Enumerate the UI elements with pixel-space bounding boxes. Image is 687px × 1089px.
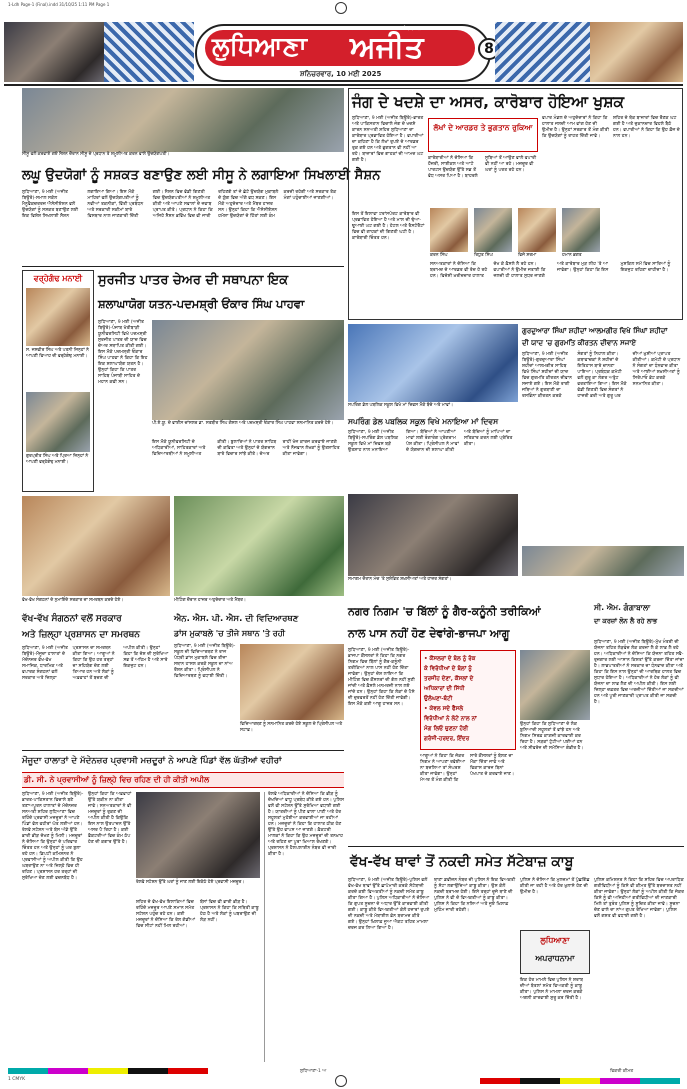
stage-caption: ਸਮਾਗਮ ਦੌਰਾਨ ਮੰਚ 'ਤੇ ਸੁਸ਼ੋਭਿਤ ਸ਼ਖ਼ਸੀਅਤਾਂ ਅਤੇ ਹਾਜ਼ਰ ਸੰਗਤਾਂ। bbox=[348, 577, 452, 582]
municipal-quote-list bbox=[424, 654, 514, 748]
divider bbox=[22, 750, 344, 751]
quote-line: ਵਿਰੋਧੀਆਂ ਨੇ ਲੋਟੇ ਨਾਲ ਨਾਂ bbox=[424, 716, 477, 722]
municipal-headline-2: ਨਾਲ ਪਾਸ ਨਹੀਂ ਹੋਣ ਦੇਵਾਂਗੇ-ਭਾਜਪਾ ਆਗੂ bbox=[348, 627, 510, 640]
migrants-body-left: ਲੁਧਿਆਣਾ, 9 ਮਈ (ਅਜੀਤ ਬਿਊਰੋ)-ਭਾਰਤ-ਪਾਕਿਸਤਾਨ ਵਿਚਾਲੇ ਬਣੇ ਤਣਾਅਪੂਰਨ ਹਾਲਾਤਾਂ ਦੇ ਮੱਦੇਨਜ਼ਰ ਸਨਅਤੀ ਸ਼ਹਿਰ ਲੁਧਿਆਣਾ ਵਿਚ ਰਹਿੰਦੇ ਪ੍ਰਵਾਸੀ ਮਜ਼ਦੂਰਾਂ ਨੇ ਆਪਣੇ ਪਿੰਡਾਂ ਵੱਲ ਵਹੀਰਾਂ ਘੱਤ ਲਈਆਂ ਹਨ। ਰੇਲਵੇ ਸਟੇਸ਼ਨ ਅਤੇ ਬੱਸ ਅੱਡੇ ਉੱਤੇ ਭਾਰੀ ਭੀੜ ਦੇਖਣ ਨੂੰ ਮਿਲੀ। ਮਜ਼ਦੂਰਾਂ ਨੇ ਦੱਸਿਆ ਕਿ ਉਨ੍ਹਾਂ ਦੇ ਪਰਿਵਾਰ ਚਿੰਤਤ ਹਨ ਅਤੇ ਉਨ੍ਹਾਂ ਨੂੰ ਘਰ ਬੁਲਾ ਰਹੇ ਹਨ। ਡਿਪਟੀ ਕਮਿਸ਼ਨਰ ਨੇ ਪ੍ਰਵਾਸੀਆਂ ਨੂੰ ਅਪੀਲ ਕੀਤੀ ਕਿ ਉਹ ਘਬਰਾਉਣ ਨਾ ਅਤੇ ਜ਼ਿਲ੍ਹੇ ਵਿਚ ਹੀ ਰਹਿਣ। ਪ੍ਰਸ਼ਾਸਨ ਹਰ ਤਰ੍ਹਾਂ ਦੀ ਸੁਰੱਖਿਆ ਦੇਣ ਲਈ ਵਚਨਬੱਧ ਹੈ। bbox=[22, 792, 84, 881]
municipal-body-right: ਉਨ੍ਹਾਂ ਕਿਹਾ ਕਿ ਲੁਧਿਆਣਾ ਦੇ ਲੋਕ ਬੁਨਿਆਦੀ ਸਹੂਲਤਾਂ ਤੋਂ ਵਾਂਝੇ ਹਨ ਅਤੇ ਨਿਗਮ ਸਿਰਫ਼ ਕਾਗ਼ਜ਼ੀ ਕਾਰਵਾਈ ਕਰ ਰਿਹਾ ਹੈ। ਸੜਕਾਂ ਟੁੱਟੀਆਂ ਪਈਆਂ ਹਨ ਅਤੇ ਸੀਵਰੇਜ ਦੀ ਸਮੱਸਿਆ ਗੰਭੀਰ ਹੈ। bbox=[520, 722, 584, 751]
gambling-body-2: ਥਾਣਾ ਡਵੀਜ਼ਨ ਨੰਬਰ ਦੀ ਪੁਲਿਸ ਨੇ ਇਕ ਵਿਅਕਤੀ ਨੂੰ ਸੱਟਾ ਲਗਾਉਂਦਿਆਂ ਕਾਬੂ ਕੀਤਾ। ਉਸ ਕੋਲੋਂ ਨਕਦੀ ਬਰਾਮਦ ਹੋਈ। ਇਸੇ ਤਰ੍ਹਾਂ ਦੂਜੇ ਥਾਣੇ ਦੀ ਪੁਲਿਸ ਨੇ ਵੀ ਦੋ ਵਿਅਕਤੀਆਂ ਨੂੰ ਕਾਬੂ ਕੀਤਾ। ਪੁਲਿਸ ਨੇ ਕਿਹਾ ਕਿ ਨਸ਼ਿਆਂ ਅਤੇ ਜੂਏ ਖ਼ਿਲਾਫ਼ ਮੁਹਿੰਮ ਜਾਰੀ ਰਹੇਗੀ। bbox=[434, 878, 516, 913]
war-photo-caption-4: ਹਮਾਨ ਭਗਤ bbox=[562, 253, 582, 258]
anniversary-photo-2 bbox=[26, 392, 90, 452]
masthead-rule bbox=[4, 84, 683, 86]
war-business-body-bottom-left: ਇਸ ਤੋਂ ਇਲਾਵਾ ਟਰਾਂਸਪੋਰਟ ਕਾਰੋਬਾਰ ਵੀ ਪ੍ਰਭਾਵਿਤ ਹੋਇਆ ਹੈ ਅਤੇ ਮਾਲ ਦੀ ਢੋਆ-ਢੁਆਈ ਘਟ ਗਈ ਹੈ। ਹੋਟਲ ਅਤੇ ਰੈਸਟੋਰੈਂਟਾਂ ਵਿਚ ਵੀ ਗਾਹਕਾਂ ਦੀ ਗਿਣਤੀ ਘਟੀ ਹੈ। ਕਾਰੋਬਾਰੀ ਚਿੰਤਤ ਹਨ। bbox=[352, 212, 425, 241]
migrants-body-right: ਰੇਲਵੇ ਅਧਿਕਾਰੀਆਂ ਨੇ ਦੱਸਿਆ ਕਿ ਭੀੜ ਨੂੰ ਦੇਖਦਿਆਂ ਵਾਧੂ ਪ੍ਰਬੰਧ ਕੀਤੇ ਗਏ ਹਨ। ਪੁਲਿਸ ਵਲੋਂ ਵੀ ਸਟੇਸ਼ਨ ਉੱਤੇ ਸੁਰੱਖਿਆ ਵਧਾਈ ਗਈ ਹੈ। ਯਾਤਰੀਆਂ ਨੂੰ ਪੀਣ ਵਾਲਾ ਪਾਣੀ ਅਤੇ ਹੋਰ ਸਹੂਲਤਾਂ ਮੁਹੱਈਆ ਕਰਵਾਈਆਂ ਜਾ ਰਹੀਆਂ ਹਨ। ਮਜ਼ਦੂਰਾਂ ਨੇ ਕਿਹਾ ਕਿ ਹਾਲਾਤ ਠੀਕ ਹੋਣ ਉੱਤੇ ਉਹ ਵਾਪਸ ਆ ਜਾਣਗੇ। ਫ਼ੈਕਟਰੀ ਮਾਲਕਾਂ ਨੇ ਕਿਹਾ ਕਿ ਉਹ ਮਜ਼ਦੂਰਾਂ ਦੀ ਤਨਖ਼ਾਹ ਅਤੇ ਰਹਿਣ ਦਾ ਪੂਰਾ ਖ਼ਿਆਲ ਰੱਖਣਗੇ। ਪ੍ਰਸ਼ਾਸਨ ਨੇ ਹੈਲਪਲਾਈਨ ਨੰਬਰ ਵੀ ਜਾਰੀ ਕੀਤਾ ਹੈ। bbox=[264, 792, 344, 1062]
color-bar bbox=[8, 1068, 208, 1074]
quote-line: ਤਰਜੀਹ ਦੇਣਾ, ਕੌਂਸਲਾਂ ਦੇ bbox=[424, 676, 474, 682]
patar-headline-1: ਸੁਰਜੀਤ ਪਾਤਰ ਚੇਅਰ ਦੀ ਸਥਾਪਨਾ ਇਕ bbox=[98, 273, 289, 288]
ganga-body: ਲੁਧਿਆਣਾ, 9 ਮਈ (ਅਜੀਤ ਬਿਊਰੋ)-ਮੁੱਖ ਮੰਤਰੀ ਦੀ ਯੋਜਨਾ ਤਹਿਤ ਲੋੜਵੰਦ ਲੋਕ ਕਰਜ਼ਾ ਲੈ ਕੇ ਲਾਭ ਲੈ ਰਹੇ ਹਨ। ਅਧਿਕਾਰੀਆਂ ਨੇ ਦੱਸਿਆ ਕਿ ਯੋਜਨਾ ਤਹਿਤ ਸਵੈ-ਰੁਜ਼ਗਾਰ ਲਈ ਆਸਾਨ ਕਿਸ਼ਤਾਂ ਉੱਤੇ ਕਰਜ਼ਾ ਦਿੱਤਾ ਜਾਂਦਾ ਹੈ। ਲਾਭਪਾਤਰੀਆਂ ਨੇ ਸਰਕਾਰ ਦਾ ਧੰਨਵਾਦ ਕੀਤਾ ਅਤੇ ਕਿਹਾ ਕਿ ਇਸ ਨਾਲ ਉਨ੍ਹਾਂ ਦੀ ਆਰਥਿਕ ਹਾਲਤ ਵਿਚ ਸੁਧਾਰ ਹੋਇਆ ਹੈ। ਅਧਿਕਾਰੀਆਂ ਨੇ ਹੋਰ ਲੋਕਾਂ ਨੂੰ ਵੀ ਯੋਜਨਾ ਦਾ ਲਾਭ ਲੈਣ ਦੀ ਅਪੀਲ ਕੀਤੀ। ਇਸ ਲਈ ਜ਼ਿਲ੍ਹਾ ਦਫ਼ਤਰ ਵਿਚ ਅਰਜ਼ੀਆਂ ਦਿੱਤੀਆਂ ਜਾ ਸਕਦੀਆਂ ਹਨ ਅਤੇ ਪੂਰੀ ਜਾਣਕਾਰੀ ਪ੍ਰਾਪਤ ਕੀਤੀ ਜਾ ਸਕਦੀ ਹੈ। bbox=[594, 640, 684, 705]
war-business-headline: ਜੰਗ ਦੇ ਖਦਸ਼ੇ ਦਾ ਅਸਰ, ਕਾਰੋਬਾਰ ਹੋਇਆ ਖੁਸ਼ਕ bbox=[352, 93, 625, 111]
migrants-body-mid-2: ਸ਼ਹਿਰ ਦੇ ਵੱਖ-ਵੱਖ ਇਲਾਕਿਆਂ ਵਿਚ ਰਹਿੰਦੇ ਮਜ਼ਦੂਰ ਆਪਣੇ ਸਮਾਨ ਸਮੇਤ ਸਟੇਸ਼ਨ ਪਹੁੰਚ ਰਹੇ ਹਨ। ਕਈ ਮਜ਼ਦੂਰਾਂ ਨੇ ਦੱਸਿਆ ਕਿ ਰੇਲ ਗੱਡੀਆਂ ਵਿਚ ਸੀਟਾਂ ਨਹੀਂ ਮਿਲ ਰਹੀਆਂ। ਬੱਸਾਂ ਵਿਚ ਵੀ ਭਾਰੀ ਭੀੜ ਹੈ। ਪ੍ਰਸ਼ਾਸਨ ਨੇ ਕਿਹਾ ਕਿ ਸਥਿਤੀ ਕਾਬੂ ਹੇਠ ਹੈ ਅਤੇ ਲੋਕਾਂ ਨੂੰ ਘਬਰਾਉਣ ਦੀ ਲੋੜ ਨਹੀਂ। bbox=[136, 900, 259, 929]
masthead-right-photo bbox=[590, 22, 683, 82]
masthead-right-pattern bbox=[495, 22, 590, 82]
masthead-city: ਲੁਧਿਆਣਾ bbox=[212, 32, 307, 62]
crime-box-label-2: ਅਪਰਾਧਨਾਮਾ bbox=[535, 954, 575, 963]
organizations-photo bbox=[22, 496, 170, 596]
meeting-caption: ਮੀਟਿੰਗ ਦੌਰਾਨ ਹਾਜ਼ਰ ਅਹੁਦੇਦਾਰ ਅਤੇ ਮੈਂਬਰ। bbox=[174, 598, 246, 603]
color-bar bbox=[480, 1078, 680, 1084]
footer-left: 1 CMYK bbox=[8, 1077, 26, 1082]
war-business-subhead: ਲੱਖਾਂ ਦੇ ਆਰਡਰ ਤੇ ਭੁਗਤਾਨ ਰੁਕਿਆ bbox=[433, 123, 533, 132]
anniversary-photo-1 bbox=[26, 288, 90, 346]
anniversary-label: ਵਰ੍ਹੇਗੰਢ ਮਨਾਈ bbox=[33, 274, 83, 283]
patar-headline-2: ਸ਼ਲਾਘਾਯੋਗ ਯਤਨ-ਪਦਮਸ਼੍ਰੀ ਓਂਕਾਰ ਸਿੰਘ ਪਾਹਵਾ bbox=[98, 297, 305, 311]
war-business-body-mid: ਕਾਰੋਬਾਰੀਆਂ ਨੇ ਦੱਸਿਆ ਕਿ ਹੌਜ਼ਰੀ, ਸਾਈਕਲ ਅਤੇ ਆਟੋ ਪਾਰਟਸ ਉਦਯੋਗ ਉੱਤੇ ਸਭ ਤੋਂ ਵੱਧ ਅਸਰ ਪਿਆ ਹੈ। ਬਾਹਰਲੇ ਸੂਬਿਆਂ ਤੋਂ ਆਉਣ ਵਾਲੇ ਵਪਾਰੀ ਵੀ ਨਹੀਂ ਆ ਰਹੇ। ਮਜ਼ਦੂਰ ਵੀ ਘਰਾਂ ਨੂੰ ਪਰਤ ਰਹੇ ਹਨ। bbox=[428, 156, 537, 179]
quote-line: ਗਰੰਜੀ-ਹਰਦਰ, ਇੰਦਰ bbox=[424, 736, 470, 742]
masthead-paper: ਅਜੀਤ bbox=[350, 30, 424, 65]
ams-body: ਲੁਧਿਆਣਾ, 9 ਮਈ (ਅਜੀਤ ਬਿਊਰੋ)-ਸਕੂਲ ਦੀ ਵਿਦਿਆਰਥਣ ਨੇ ਰਾਜ ਪੱਧਰੀ ਡਾਂਸ ਮੁਕਾਬਲੇ ਵਿਚ ਤੀਜਾ ਸਥਾਨ ਹਾਸਲ ਕਰਕੇ ਸਕੂਲ ਦਾ ਨਾਂਅ ਰੌਸ਼ਨ ਕੀਤਾ। ਪ੍ਰਿੰਸੀਪਲ ਨੇ ਵਿਦਿਆਰਥਣ ਨੂੰ ਵਧਾਈ ਦਿੱਤੀ। bbox=[174, 644, 236, 679]
migrants-photo bbox=[136, 792, 260, 878]
anniversary-caption-2: ਗੁਰਪ੍ਰੀਤ ਸਿੰਘ ਅਤੇ ਪ੍ਰਿਆ ਜਿਨ੍ਹਾਂ ਨੇ ਆਪਣੀ ਵਰ੍ਹੇਗੰਢ ਮਨਾਈ। bbox=[26, 454, 89, 465]
registration-mark bbox=[335, 1075, 347, 1087]
patar-caption: ਪੀ.ਏ.ਯੂ. ਦੇ ਵਾਈਸ ਚਾਂਸਲਰ ਡਾ. ਸਤਬੀਰ ਸਿੰਘ ਗੋਸਲ ਅਤੇ ਪਦਮਸ਼੍ਰੀ ਓਂਕਾਰ ਸਿੰਘ ਪਾਹਵਾ ਸਨਮਾਨਿਤ ਕਰਦੇ ਹੋਏ। bbox=[152, 421, 334, 426]
migrants-subhead: ਡੀ. ਸੀ. ਨੇ ਪ੍ਰਵਾਸੀਆਂ ਨੂੰ ਜ਼ਿਲ੍ਹੇ ਵਿਚ ਰਹਿਣ ਦੀ ਹੀ ਕੀਤੀ ਅਪੀਲ bbox=[24, 775, 210, 784]
patar-body-right: ਇਸ ਮੌਕੇ ਯੂਨੀਵਰਸਿਟੀ ਦੇ ਅਧਿਕਾਰੀਆਂ, ਸਾਹਿਤਕਾਰਾਂ ਅਤੇ ਵਿਦਿਆਰਥੀਆਂ ਨੇ ਸ਼ਮੂਲੀਅਤ ਕੀਤੀ। ਬੁਲਾਰਿਆਂ ਨੇ ਪਾਤਰ ਸਾਹਿਬ ਦੀ ਕਵਿਤਾ ਅਤੇ ਉਨ੍ਹਾਂ ਦੇ ਯੋਗਦਾਨ ਬਾਰੇ ਵਿਚਾਰ ਸਾਂਝੇ ਕੀਤੇ। ਚੇਅਰ ਰਾਹੀਂ ਖੋਜ ਕਾਰਜ ਕਰਵਾਏ ਜਾਣਗੇ ਅਤੇ ਨੌਜਵਾਨ ਲੇਖਕਾਂ ਨੂੰ ਉਤਸ਼ਾਹਿਤ ਕੀਤਾ ਜਾਵੇਗਾ। bbox=[152, 440, 340, 457]
school-caption: ਸਪਰਿੰਗ ਡੇਲ ਪਬਲਿਕ ਸਕੂਲ ਵਿਖੇ ਮਾਂ ਦਿਵਸ ਮੌਕੇ ਬੱਚੇ ਅਤੇ ਮਾਵਾਂ। bbox=[348, 403, 453, 408]
divider bbox=[348, 846, 684, 847]
quote-line: ਅਧਿਕਾਰਾਂ ਦੀ ਸਿੱਧੀ bbox=[424, 686, 465, 692]
sisu-photo bbox=[22, 88, 344, 152]
gambling-body-5: ਪੁਲਿਸ ਕਮਿਸ਼ਨਰ ਨੇ ਕਿਹਾ ਕਿ ਸ਼ਹਿਰ ਵਿਚ ਅਪਰਾਧਿਕ ਗਤੀਵਿਧੀਆਂ ਨੂੰ ਕਿਸੇ ਵੀ ਕੀਮਤ ਉੱਤੇ ਬਰਦਾਸ਼ਤ ਨਹੀਂ ਕੀਤਾ ਜਾਵੇਗਾ। ਉਨ੍ਹਾਂ ਲੋਕਾਂ ਨੂੰ ਅਪੀਲ ਕੀਤੀ ਕਿ ਜੇਕਰ ਕਿਸੇ ਨੂੰ ਵੀ ਅਜਿਹੀਆਂ ਗਤੀਵਿਧੀਆਂ ਦੀ ਜਾਣਕਾਰੀ ਮਿਲੇ ਤਾਂ ਤੁਰੰਤ ਪੁਲਿਸ ਨੂੰ ਸੂਚਿਤ ਕੀਤਾ ਜਾਵੇ। ਸੂਚਨਾ ਦੇਣ ਵਾਲੇ ਦਾ ਨਾਂਅ ਗੁਪਤ ਰੱਖਿਆ ਜਾਵੇਗਾ। ਪੁਲਿਸ ਵਲੋਂ ਗਸ਼ਤ ਵੀ ਵਧਾਈ ਗਈ ਹੈ। bbox=[594, 878, 684, 919]
footer-right: ਵਿਕਰੀ ਕੀਮਤ bbox=[610, 1069, 634, 1074]
stage-photo bbox=[348, 494, 518, 576]
gambling-body-1: ਲੁਧਿਆਣਾ, 9 ਮਈ (ਅਜੀਤ ਬਿਊਰੋ)-ਪੁਲਿਸ ਵਲੋਂ ਵੱਖ-ਵੱਖ ਥਾਵਾਂ ਉੱਤੇ ਛਾਪੇਮਾਰੀ ਕਰਕੇ ਸੱਟੇਬਾਜ਼ੀ ਕਰਦੇ ਕਈ ਵਿਅਕਤੀਆਂ ਨੂੰ ਨਕਦੀ ਸਮੇਤ ਕਾਬੂ ਕੀਤਾ ਗਿਆ ਹੈ। ਪੁਲਿਸ ਅਧਿਕਾਰੀਆਂ ਨੇ ਦੱਸਿਆ ਕਿ ਗੁਪਤ ਸੂਚਨਾ ਦੇ ਅਧਾਰ ਉੱਤੇ ਕਾਰਵਾਈ ਕੀਤੀ ਗਈ। ਕਾਬੂ ਕੀਤੇ ਵਿਅਕਤੀਆਂ ਕੋਲੋਂ ਹਜ਼ਾਰਾਂ ਰੁਪਏ ਦੀ ਨਕਦੀ ਅਤੇ ਮੋਬਾਈਲ ਫ਼ੋਨ ਬਰਾਮਦ ਕੀਤੇ ਗਏ। ਉਨ੍ਹਾਂ ਖ਼ਿਲਾਫ਼ ਜੂਆ ਐਕਟ ਤਹਿਤ ਮਾਮਲਾ ਦਰਜ ਕਰ ਲਿਆ ਗਿਆ ਹੈ। bbox=[348, 878, 430, 931]
war-photo-caption-1: ਕਰਨ ਸਿੰਘ bbox=[430, 253, 448, 258]
organizations-headline-1: ਵੱਖ-ਵੱਖ ਸੰਗਠਨਾਂ ਵਲੋਂ ਸਰਕਾਰ bbox=[22, 614, 122, 624]
war-photo-3 bbox=[518, 208, 556, 252]
sisu-caption: ਸੀਸੂ ਵਲੋਂ ਕਰਵਾਏ ਗਏ ਸੈਸ਼ਨ ਦੌਰਾਨ ਸੀਸੂ ਦੇ ਪ੍ਰਧਾਨ ਤੇ ਸ਼ਮੂਲੀਅਤ ਕਰਨ ਵਾਲੇ ਉਦਯੋਗਪਤੀ। bbox=[22, 152, 170, 157]
footer-center: ਲੁਧਿਆਣਾ-1 ਅ bbox=[300, 1069, 327, 1074]
crime-box-label-1: ਲੁਧਿਆਣਾ bbox=[540, 936, 570, 945]
masthead-left-photo bbox=[4, 22, 104, 82]
quote-line: ਉਲੰਘਣਾ-ਬੰਟੀ bbox=[424, 696, 453, 702]
war-photo-2 bbox=[474, 208, 512, 252]
war-business-body-left: ਲੁਧਿਆਣਾ, 9 ਮਈ (ਅਜੀਤ ਬਿਊਰੋ)-ਭਾਰਤ ਅਤੇ ਪਾਕਿਸਤਾਨ ਵਿਚਾਲੇ ਜੰਗ ਦੇ ਖਦਸ਼ੇ ਕਾਰਨ ਸਨਅਤੀ ਸ਼ਹਿਰ ਲੁਧਿਆਣਾ ਦਾ ਕਾਰੋਬਾਰ ਪ੍ਰਭਾਵਿਤ ਹੋਇਆ ਹੈ। ਵਪਾਰੀਆਂ ਦਾ ਕਹਿਣਾ ਹੈ ਕਿ ਲੱਖਾਂ ਰੁਪਏ ਦੇ ਆਰਡਰ ਰੁਕ ਗਏ ਹਨ ਅਤੇ ਭੁਗਤਾਨ ਵੀ ਨਹੀਂ ਆ ਰਹੇ। ਬਾਜ਼ਾਰਾਂ ਵਿਚ ਗਾਹਕਾਂ ਦੀ ਆਮਦ ਘਟ ਗਈ ਹੈ। bbox=[352, 116, 424, 163]
quote-line: • ਕੌਂਸਲਰਾਂ ਦੇ ਬੋਲ ਨੂੰ ਰੋਕ bbox=[424, 656, 476, 662]
war-business-body-right: ਵਪਾਰ ਮੰਡਲ ਦੇ ਅਹੁਦੇਦਾਰਾਂ ਨੇ ਕਿਹਾ ਕਿ ਹਾਲਾਤ ਜਲਦੀ ਆਮ ਵਾਂਗ ਹੋਣ ਦੀ ਉਮੀਦ ਹੈ। ਉਨ੍ਹਾਂ ਸਰਕਾਰ ਤੋਂ ਮੰਗ ਕੀਤੀ ਕਿ ਉਦਯੋਗਾਂ ਨੂੰ ਰਾਹਤ ਦਿੱਤੀ ਜਾਵੇ। ਸ਼ਹਿਰ ਦੇ ਥੋਕ ਬਾਜ਼ਾਰਾਂ ਵਿਚ ਰੌਣਕ ਘਟ ਗਈ ਹੈ ਅਤੇ ਦੁਕਾਨਦਾਰ ਵਿਹਲੇ ਬੈਠੇ ਹਨ। ਵਪਾਰੀਆਂ ਨੇ ਕਿਹਾ ਕਿ ਉਹ ਫ਼ੌਜ ਦੇ ਨਾਲ ਹਨ। bbox=[542, 116, 680, 139]
school-headline: ਸਪਰਿੰਗ ਡੇਲ ਪਬਲਿਕ ਸਕੂਲ ਵਿਖੇ ਮਨਾਇਆ ਮਾਂ ਦਿਵਸ bbox=[348, 417, 499, 426]
page-number-badge: 8 bbox=[478, 38, 500, 60]
migrants-caption: ਰੇਲਵੇ ਸਟੇਸ਼ਨ ਉੱਤੇ ਘਰਾਂ ਨੂੰ ਜਾਣ ਲਈ ਇਕੱਠੇ ਹੋਏ ਪ੍ਰਵਾਸੀ ਮਜ਼ਦੂਰ। bbox=[136, 880, 245, 885]
patar-body-left: ਲੁਧਿਆਣਾ, 9 ਮਈ (ਅਜੀਤ ਬਿਊਰੋ)-ਪੰਜਾਬ ਖੇਤੀਬਾੜੀ ਯੂਨੀਵਰਸਿਟੀ ਵਿਖੇ ਪਦਮਸ਼੍ਰੀ ਸੁਰਜੀਤ ਪਾਤਰ ਦੀ ਯਾਦ ਵਿਚ ਚੇਅਰ ਸਥਾਪਿਤ ਕੀਤੀ ਗਈ। ਇਸ ਮੌਕੇ ਪਦਮਸ਼੍ਰੀ ਓਂਕਾਰ ਸਿੰਘ ਪਾਹਵਾ ਨੇ ਕਿਹਾ ਕਿ ਇਹ ਇਕ ਸ਼ਲਾਘਾਯੋਗ ਯਤਨ ਹੈ। ਉਨ੍ਹਾਂ ਕਿਹਾ ਕਿ ਪਾਤਰ ਸਾਹਿਬ ਪੰਜਾਬੀ ਸਾਹਿਤ ਦੇ ਮਹਾਨ ਕਵੀ ਸਨ। bbox=[98, 320, 148, 385]
organizations-caption: ਵੱਖ-ਵੱਖ ਸੰਗਠਨਾਂ ਦੇ ਨੁਮਾਇੰਦੇ ਸਰਕਾਰ ਦਾ ਸਮਰਥਨ ਕਰਦੇ ਹੋਏ। bbox=[22, 598, 124, 603]
masthead-date: ਸ਼ਨਿਚਰਵਾਰ, 10 ਮਈ 2025 bbox=[300, 70, 382, 78]
anniversary-caption-1: ਸ. ਜਸਵੀਰ ਸਿੰਘ ਅਤੇ ਪਤਨੀ ਜਿਨ੍ਹਾਂ ਨੇ ਆਪਣੀ ਵਿਆਹ ਦੀ ਵਰ੍ਹੇਗੰਢ ਮਨਾਈ। bbox=[26, 348, 89, 359]
ganga-headline-2: ਦਾ ਕਰਜ਼ਾਂ ਲੋਨ ਲੈ ਰਹੇ ਲਾਭ bbox=[594, 617, 658, 625]
organizations-body: ਲੁਧਿਆਣਾ, 9 ਮਈ (ਅਜੀਤ ਬਿਊਰੋ)-ਮੌਜੂਦਾ ਹਾਲਾਤਾਂ ਦੇ ਮੱਦੇਨਜ਼ਰ ਵੱਖ-ਵੱਖ ਸਮਾਜਿਕ, ਧਾਰਮਿਕ ਅਤੇ ਵਪਾਰਕ ਸੰਗਠਨਾਂ ਵਲੋਂ ਸਰਕਾਰ ਅਤੇ ਜ਼ਿਲ੍ਹਾ ਪ੍ਰਸ਼ਾਸਨ ਦਾ ਸਮਰਥਨ ਕੀਤਾ ਗਿਆ। ਆਗੂਆਂ ਨੇ ਕਿਹਾ ਕਿ ਉਹ ਹਰ ਤਰ੍ਹਾਂ ਦਾ ਸਹਿਯੋਗ ਦੇਣ ਲਈ ਤਿਆਰ ਹਨ ਅਤੇ ਲੋਕਾਂ ਨੂੰ ਅਫ਼ਵਾਹਾਂ ਤੋਂ ਬਚਣ ਦੀ ਅਪੀਲ ਕੀਤੀ। ਉਨ੍ਹਾਂ ਕਿਹਾ ਕਿ ਦੇਸ਼ ਦੀ ਸੁਰੱਖਿਆ ਸਭ ਤੋਂ ਅਹਿਮ ਹੈ ਅਤੇ ਸਾਰੇ ਇਕਜੁਟ ਹਨ। bbox=[22, 646, 169, 681]
school-photo bbox=[348, 324, 518, 402]
quote-line: • ਕੇਵਲ ਸਦੇ ਫੈਸਲੇ bbox=[424, 706, 464, 712]
quote-line: ਕੇ ਵਿਰੋਧੀਆਂ ਦੇ ਬੋਲਾਂ ਨੂੰ bbox=[424, 666, 472, 672]
gurdwara-headline-1: ਗੁਰਦੁਆਰਾ ਸਿੰਘਾਂ ਸ਼ਹੀਦਾਂ ਆਲਮਗੀਰ ਵਿਖੇ ਸਿੰਘਾਂ ਸ਼ਹੀਦਾਂ bbox=[522, 327, 668, 335]
municipal-photo bbox=[520, 650, 590, 720]
registration-mark bbox=[335, 2, 347, 14]
war-photo-caption-3: ਵਿਜੇ ਸ਼ਰਮਾ bbox=[518, 253, 537, 258]
ams-photo bbox=[240, 644, 344, 720]
ganga-headline-1: ਸੀ. ਐਮ. ਗੰਗਾਬਾਲਾ bbox=[594, 603, 651, 612]
gambling-body-3: ਪੁਲਿਸ ਨੇ ਦੱਸਿਆ ਕਿ ਮੁਲਜ਼ਮਾਂ ਤੋਂ ਪੁੱਛਗਿੱਛ ਕੀਤੀ ਜਾ ਰਹੀ ਹੈ ਅਤੇ ਹੋਰ ਖ਼ੁਲਾਸੇ ਹੋਣ ਦੀ ਉਮੀਦ ਹੈ। bbox=[520, 878, 590, 895]
sisu-headline: ਲਘੂ ਉਦਯੋਗਾਂ ਨੂੰ ਸਸ਼ਕਤ ਬਣਾਉਣ ਲਈ ਸੀਸੂ ਨੇ ਲਗਾਇਆ ਸਿਖਲਾਈ ਸੈਸ਼ਨ bbox=[22, 168, 381, 183]
migrants-headline: ਮੌਜੂਦਾ ਹਾਲਾਤਾਂ ਦੇ ਮੱਦੇਨਜ਼ਰ ਪ੍ਰਵਾਸੀ ਮਜ਼ਦੂਰਾਂ ਨੇ ਆਪਣੇ ਪਿੰਡਾਂ ਵੱਲ ਘੱਤੀਆਂ ਵਹੀਰਾਂ bbox=[22, 756, 282, 766]
divider bbox=[22, 266, 344, 267]
municipal-headline-1: ਨਗਰ ਨਿਗਮ 'ਚ ਬਿੱਲਾਂ ਨੂੰ ਗੈਰ-ਕਨੂੰਨੀ ਤਰੀਕਿਆਂ bbox=[348, 605, 541, 618]
gurdwara-headline-2: ਦੀ ਯਾਦ 'ਚ ਗੁਰਮਤਿ ਕੀਰਤਨ ਦੀਵਾਨ ਸਜਾਏ bbox=[522, 339, 637, 347]
meeting-photo bbox=[174, 496, 344, 596]
school-body: ਲੁਧਿਆਣਾ, 9 ਮਈ (ਅਜੀਤ ਬਿਊਰੋ)-ਸਪਰਿੰਗ ਡੇਲ ਪਬਲਿਕ ਸਕੂਲ ਵਿਖੇ ਮਾਂ ਦਿਵਸ ਬੜੇ ਉਤਸ਼ਾਹ ਨਾਲ ਮਨਾਇਆ ਗਿਆ। ਬੱਚਿਆਂ ਨੇ ਆਪਣੀਆਂ ਮਾਵਾਂ ਲਈ ਰੰਗਾਰੰਗ ਪ੍ਰੋਗਰਾਮ ਪੇਸ਼ ਕੀਤਾ। ਪ੍ਰਿੰਸੀਪਲ ਨੇ ਮਾਵਾਂ ਦੇ ਯੋਗਦਾਨ ਦੀ ਸ਼ਲਾਘਾ ਕੀਤੀ ਅਤੇ ਬੱਚਿਆਂ ਨੂੰ ਮਾਪਿਆਂ ਦਾ ਸਤਿਕਾਰ ਕਰਨ ਲਈ ਪ੍ਰੇਰਿਤ ਕੀਤਾ। bbox=[348, 430, 513, 453]
patar-photo bbox=[152, 320, 344, 420]
war-photo-1 bbox=[430, 208, 468, 252]
war-photo-caption-2: ਰਿਧੁਤ ਸਿੰਘ bbox=[474, 253, 493, 258]
ams-headline-1: ਐਨ. ਐਸ. ਪੀ. ਐਸ. ਦੀ ਵਿਦਿਆਰਥਣ bbox=[174, 614, 299, 624]
top-slug: 1-Ldh Page-1 (Final).indd 31/10/25 1:11 PM Page 1 bbox=[8, 2, 110, 7]
gambling-body-4: ਇਕ ਹੋਰ ਮਾਮਲੇ ਵਿਚ ਪੁਲਿਸ ਨੇ ਸ਼ਰਾਬ ਦੀਆਂ ਬੋਤਲਾਂ ਸਮੇਤ ਵਿਅਕਤੀ ਨੂੰ ਕਾਬੂ ਕੀਤਾ। ਪੁਲਿਸ ਨੇ ਮਾਮਲਾ ਦਰਜ ਕਰਕੇ ਅਗਲੀ ਕਾਰਵਾਈ ਸ਼ੁਰੂ ਕਰ ਦਿੱਤੀ ਹੈ। bbox=[520, 978, 584, 1001]
gurdwara-body: ਲੁਧਿਆਣਾ, 9 ਮਈ (ਅਜੀਤ ਬਿਊਰੋ)-ਗੁਰਦੁਆਰਾ ਸਿੰਘਾਂ ਸ਼ਹੀਦਾਂ ਆਲਮਗੀਰ ਸਾਹਿਬ ਵਿਖੇ ਸਿੰਘਾਂ ਸ਼ਹੀਦਾਂ ਦੀ ਯਾਦ ਵਿਚ ਗੁਰਮਤਿ ਕੀਰਤਨ ਦੀਵਾਨ ਸਜਾਏ ਗਏ। ਇਸ ਮੌਕੇ ਰਾਗੀ ਜਥਿਆਂ ਨੇ ਗੁਰਬਾਣੀ ਦਾ ਰਸਭਿੰਨਾ ਕੀਰਤਨ ਕਰਕੇ ਸੰਗਤਾਂ ਨੂੰ ਨਿਹਾਲ ਕੀਤਾ। ਕਥਾਵਾਚਕਾਂ ਨੇ ਸ਼ਹੀਦਾਂ ਦੇ ਇਤਿਹਾਸ ਬਾਰੇ ਚਾਨਣਾ ਪਾਇਆ। ਪ੍ਰਬੰਧਕ ਕਮੇਟੀ ਵਲੋਂ ਗੁਰੂ ਕਾ ਲੰਗਰ ਅਤੁੱਟ ਵਰਤਾਇਆ ਗਿਆ। ਇਸ ਮੌਕੇ ਵੱਡੀ ਗਿਣਤੀ ਵਿਚ ਸੰਗਤਾਂ ਨੇ ਹਾਜ਼ਰੀ ਭਰੀ ਅਤੇ ਗੁਰੂ ਘਰ ਦੀਆਂ ਖ਼ੁਸ਼ੀਆਂ ਪ੍ਰਾਪਤ ਕੀਤੀਆਂ। ਕਮੇਟੀ ਦੇ ਪ੍ਰਧਾਨ ਨੇ ਸੰਗਤਾਂ ਦਾ ਧੰਨਵਾਦ ਕੀਤਾ ਅਤੇ ਆਈਆਂ ਸ਼ਖ਼ਸੀਅਤਾਂ ਨੂੰ ਸਿਰੋਪਾਓ ਭੇਟ ਕਰਕੇ ਸਨਮਾਨਿਤ ਕੀਤਾ। bbox=[522, 352, 681, 399]
gambling-headline: ਵੱਖ-ਵੱਖ ਥਾਵਾਂ ਤੋਂ ਨਕਦੀ ਸਮੇਤ ਸੱਟੇਬਾਜ਼ ਕਾਬੂ bbox=[350, 854, 574, 870]
organizations-headline-2: ਅਤੇ ਜ਼ਿਲ੍ਹਾ ਪ੍ਰਸ਼ਾਸਨ ਦਾ ਸਮਰਥਨ bbox=[22, 630, 140, 640]
ams-headline-2: ਡਾਂਸ ਮੁਕਾਬਲੇ 'ਚ ਤੀਜੇ ਸਥਾਨ 'ਤੇ ਰਹੀ bbox=[174, 629, 286, 638]
masthead-left-pattern bbox=[104, 22, 194, 82]
war-business-body-bottom: ਸਨਅਤਕਾਰਾਂ ਨੇ ਦੱਸਿਆ ਕਿ ਬਰਾਮਦ ਦੇ ਆਰਡਰ ਵੀ ਰੱਦ ਹੋ ਰਹੇ ਹਨ। ਵਿਦੇਸ਼ੀ ਖ਼ਰੀਦਦਾਰ ਹਾਲਾਤ ਦੇਖ ਕੇ ਫ਼ੈਸਲੇ ਲੈ ਰਹੇ ਹਨ। ਵਪਾਰੀਆਂ ਨੇ ਉਮੀਦ ਜਤਾਈ ਕਿ ਜਲਦੀ ਹੀ ਹਾਲਾਤ ਸੁਧਰ ਜਾਣਗੇ ਅਤੇ ਕਾਰੋਬਾਰ ਮੁੜ ਲੀਹ 'ਤੇ ਆ ਜਾਵੇਗਾ। ਉਨ੍ਹਾਂ ਕਿਹਾ ਕਿ ਇਸ ਮੁਸ਼ਕਿਲ ਸਮੇਂ ਵਿਚ ਸਾਰਿਆਂ ਨੂੰ ਇਕਜੁਟ ਰਹਿਣਾ ਚਾਹੀਦਾ ਹੈ। bbox=[430, 262, 671, 279]
stage-photo-2 bbox=[522, 546, 684, 576]
ams-caption: ਵਿਦਿਆਰਥਣ ਨੂੰ ਸਨਮਾਨਿਤ ਕਰਦੇ ਹੋਏ ਸਕੂਲ ਦੇ ਪ੍ਰਿੰਸੀਪਲ ਅਤੇ ਸਟਾਫ਼। bbox=[240, 722, 343, 733]
masthead-small: ਜਲੰਧਰ, ਸ਼ਨਿਚਰਵਾਰ bbox=[400, 27, 435, 32]
quote-line: ਮੰਗ ਲਿਓ ਚੁਣਨਾ ਹੋਈ bbox=[424, 726, 469, 732]
war-photo-4 bbox=[562, 208, 600, 252]
municipal-body-mid: ਆਗੂਆਂ ਨੇ ਕਿਹਾ ਕਿ ਜੇਕਰ ਨਿਗਮ ਨੇ ਆਪਣਾ ਰਵੱਈਆ ਨਾ ਬਦਲਿਆ ਤਾਂ ਸੰਘਰਸ਼ ਕੀਤਾ ਜਾਵੇਗਾ। ਉਨ੍ਹਾਂ ਮੇਅਰ ਤੋਂ ਮੰਗ ਕੀਤੀ ਕਿ ਸਾਰੇ ਕੌਂਸਲਰਾਂ ਨੂੰ ਬੋਲਣ ਦਾ ਮੌਕਾ ਦਿੱਤਾ ਜਾਵੇ ਅਤੇ ਵਿਕਾਸ ਕਾਰਜ ਬਿਨਾਂ ਪੱਖਪਾਤ ਦੇ ਕਰਵਾਏ ਜਾਣ। bbox=[420, 754, 515, 783]
municipal-body-left: ਲੁਧਿਆਣਾ, 9 ਮਈ (ਅਜੀਤ ਬਿਊਰੋ)-ਭਾਜਪਾ ਕੌਂਸਲਰਾਂ ਨੇ ਕਿਹਾ ਕਿ ਨਗਰ ਨਿਗਮ ਵਿਚ ਬਿੱਲਾਂ ਨੂੰ ਗੈਰ-ਕਨੂੰਨੀ ਤਰੀਕਿਆਂ ਨਾਲ ਪਾਸ ਨਹੀਂ ਹੋਣ ਦਿੱਤਾ ਜਾਵੇਗਾ। ਉਨ੍ਹਾਂ ਦੋਸ਼ ਲਾਇਆ ਕਿ ਮੀਟਿੰਗ ਵਿਚ ਕੌਂਸਲਰਾਂ ਦੀ ਗੱਲ ਨਹੀਂ ਸੁਣੀ ਜਾਂਦੀ ਅਤੇ ਫ਼ੈਸਲੇ ਮਨਮਰਜ਼ੀ ਨਾਲ ਲਏ ਜਾਂਦੇ ਹਨ। ਉਨ੍ਹਾਂ ਕਿਹਾ ਕਿ ਲੋਕਾਂ ਦੇ ਪੈਸੇ ਦੀ ਦੁਰਵਰਤੋਂ ਨਹੀਂ ਹੋਣ ਦਿੱਤੀ ਜਾਵੇਗੀ। ਇਸ ਮੌਕੇ ਕਈ ਆਗੂ ਹਾਜ਼ਰ ਸਨ। bbox=[348, 648, 415, 707]
sisu-body: ਲੁਧਿਆਣਾ, 9 ਮਈ (ਅਜੀਤ ਬਿਊਰੋ)-ਸਮਾਲ ਸਕੇਲ ਮੈਨੂਫੈਕਚਰਰਜ਼ ਐਸੋਸੀਏਸ਼ਨ ਵਲੋਂ ਉਦਯੋਗਾਂ ਨੂੰ ਸਸ਼ਕਤ ਬਣਾਉਣ ਲਈ ਇਕ ਵਿਸ਼ੇਸ਼ ਸਿਖਲਾਈ ਸੈਸ਼ਨ ਲਗਾਇਆ ਗਿਆ। ਇਸ ਮੌਕੇ ਮਾਹਿਰਾਂ ਵਲੋਂ ਉਦਯੋਗਪਤੀਆਂ ਨੂੰ ਨਵੀਆਂ ਤਕਨੀਕਾਂ, ਵਿੱਤੀ ਪ੍ਰਬੰਧਨ ਅਤੇ ਸਰਕਾਰੀ ਸਕੀਮਾਂ ਬਾਰੇ ਵਿਸਥਾਰ ਨਾਲ ਜਾਣਕਾਰੀ ਦਿੱਤੀ ਗਈ। ਸੈਸ਼ਨ ਵਿਚ ਵੱਡੀ ਗਿਣਤੀ ਵਿਚ ਉਦਯੋਗਪਤੀਆਂ ਨੇ ਸ਼ਮੂਲੀਅਤ ਕੀਤੀ ਅਤੇ ਆਪਣੇ ਸਵਾਲਾਂ ਦੇ ਜਵਾਬ ਪ੍ਰਾਪਤ ਕੀਤੇ। ਪ੍ਰਧਾਨ ਨੇ ਕਿਹਾ ਕਿ ਅਜਿਹੇ ਸੈਸ਼ਨ ਭਵਿੱਖ ਵਿਚ ਵੀ ਜਾਰੀ ਰਹਿਣਗੇ ਤਾਂ ਜੋ ਛੋਟੇ ਉਦਯੋਗ ਮੁਕਾਬਲੇ ਦੇ ਯੁੱਗ ਵਿਚ ਅੱਗੇ ਵਧ ਸਕਣ। ਇਸ ਮੌਕੇ ਅਹੁਦੇਦਾਰ ਅਤੇ ਮੈਂਬਰ ਹਾਜ਼ਰ ਸਨ। ਉਨ੍ਹਾਂ ਕਿਹਾ ਕਿ ਐਸੋਸੀਏਸ਼ਨ ਹਮੇਸ਼ਾ ਉਦਯੋਗਾਂ ਦੇ ਹਿੱਤਾਂ ਲਈ ਕੰਮ ਕਰਦੀ ਰਹੇਗੀ ਅਤੇ ਸਰਕਾਰ ਤੱਕ ਮੰਗਾਂ ਪਹੁੰਚਾਈਆਂ ਜਾਣਗੀਆਂ। bbox=[22, 190, 337, 219]
migrants-body-mid: ਉਨ੍ਹਾਂ ਕਿਹਾ ਕਿ ਅਫ਼ਵਾਹਾਂ ਉੱਤੇ ਯਕੀਨ ਨਾ ਕੀਤਾ ਜਾਵੇ। ਸਨਅਤਕਾਰਾਂ ਨੇ ਵੀ ਮਜ਼ਦੂਰਾਂ ਨੂੰ ਰੁਕਣ ਦੀ ਅਪੀਲ ਕੀਤੀ ਹੈ ਕਿਉਂਕਿ ਇਸ ਨਾਲ ਉਤਪਾਦਨ ਉੱਤੇ ਅਸਰ ਪੈ ਰਿਹਾ ਹੈ। ਕਈ ਫ਼ੈਕਟਰੀਆਂ ਵਿਚ ਕੰਮ ਠੱਪ ਹੋਣ ਦੀ ਕਗਾਰ ਉੱਤੇ ਹੈ। bbox=[88, 792, 132, 845]
